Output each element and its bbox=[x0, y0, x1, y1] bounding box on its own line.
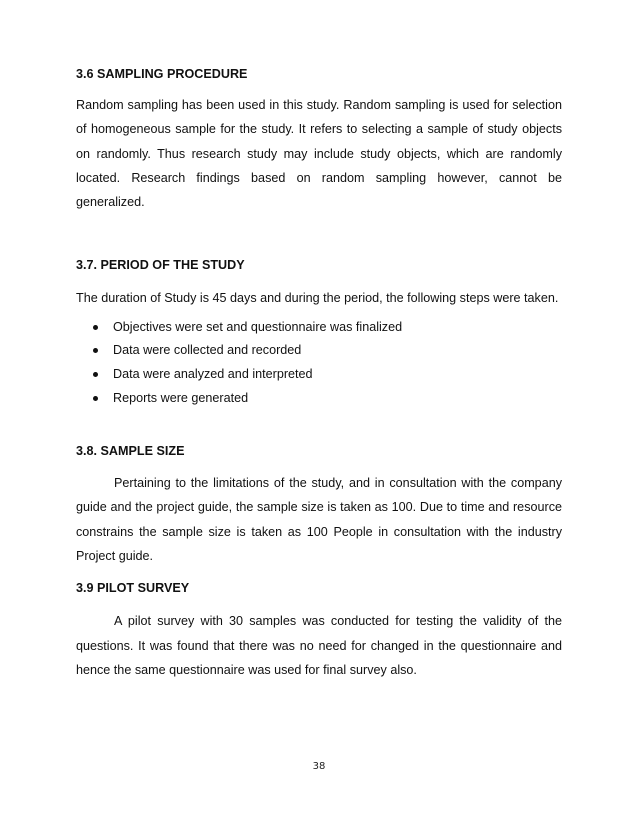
section-paragraph-sample-size: Pertaining to the limitations of the study, and in consultation with the company guide and the project guide, the sample size is taken as 100. Due to time and resource constrains the sample size is taken as 100 People in consultation with the industry Project guide. bbox=[76, 476, 562, 564]
list-item bbox=[76, 363, 562, 387]
section-heading-period-of-study: 3.7. PERIOD OF THE STUDY bbox=[76, 258, 245, 273]
list-item bbox=[76, 339, 562, 363]
bullet-icon bbox=[93, 396, 98, 401]
section-heading-sampling-procedure: 3.6 SAMPLING PROCEDURE bbox=[76, 67, 248, 81]
bullet-icon bbox=[93, 325, 98, 330]
list-item-text: Reports were generated bbox=[113, 390, 249, 405]
page-number: 38 bbox=[312, 761, 326, 772]
section-heading-pilot-survey: 3.9 PILOT SURVEY bbox=[76, 581, 190, 596]
bullet-icon bbox=[93, 372, 98, 377]
section-paragraph-pilot-survey: A pilot survey with 30 samples was conducted for testing the validity of the questions. It was found that there was no need for changed in the questionnaire and hence the same questionnaire was used for final survey also. bbox=[76, 614, 562, 677]
bullet-icon bbox=[93, 348, 98, 353]
section-paragraph-period-of-study: The duration of Study is 45 days and during the period, the following steps were taken. bbox=[76, 291, 559, 306]
list-item-text: Data were collected and recorded bbox=[113, 343, 302, 358]
list-item-text: Data were analyzed and interpreted bbox=[113, 366, 313, 381]
section-heading-sample-size: 3.8. SAMPLE SIZE bbox=[76, 444, 185, 459]
steps-list bbox=[76, 316, 562, 410]
list-item-text: Objectives were set and questionnaire was finalized bbox=[113, 319, 403, 334]
page-content bbox=[76, 64, 562, 682]
list-item bbox=[76, 387, 562, 411]
section-paragraph-sampling-procedure: Random sampling has been used in this study. Random sampling is used for selection of homogeneous sample for the study. It refers to selecting a sample of study objects on randomly. Thus research study may include study objects, which are randomly located. Research findings based on random sampling however, cannot be generalized. bbox=[76, 98, 562, 210]
list-item bbox=[76, 316, 562, 340]
